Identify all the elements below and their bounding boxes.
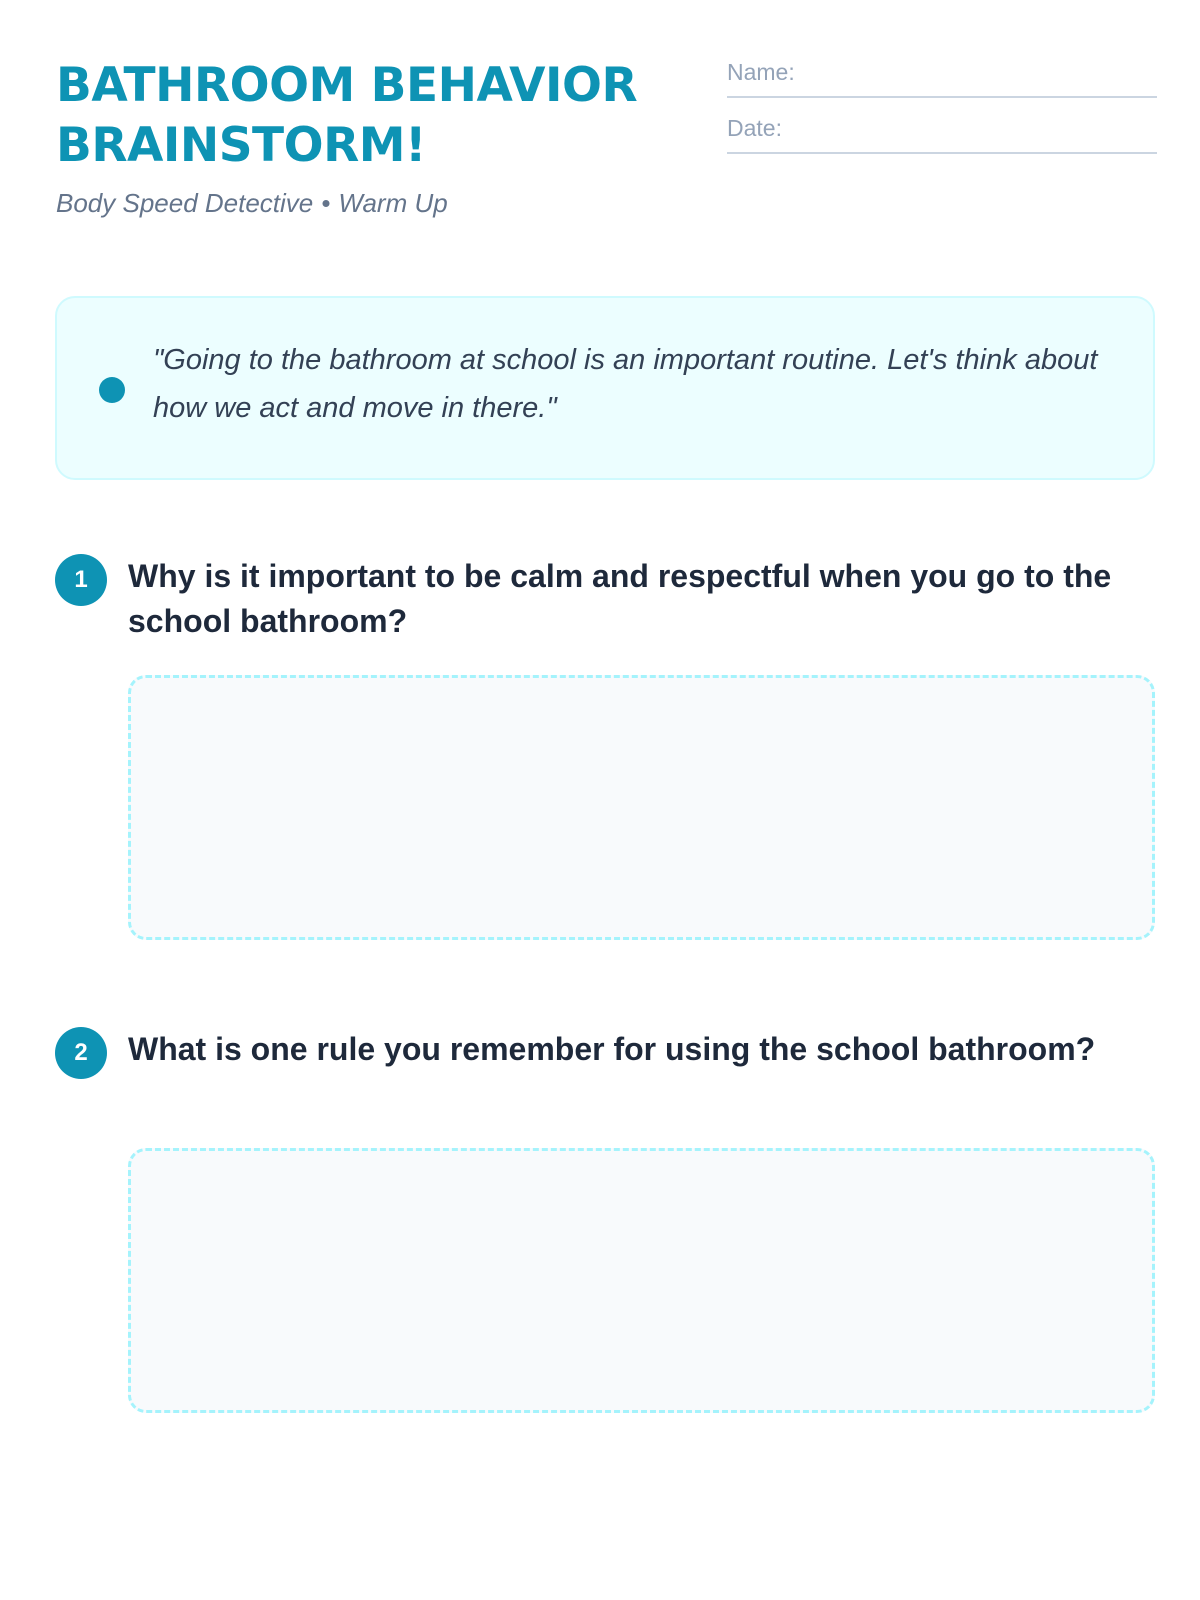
- subtitle-separator: •: [321, 188, 331, 218]
- answer-box-1[interactable]: [128, 675, 1155, 940]
- intro-box: [55, 296, 1155, 480]
- page-subtitle: [56, 188, 656, 219]
- date-label: Date:: [727, 115, 782, 141]
- name-label: Name:: [727, 59, 795, 85]
- question-number-badge: 2: [55, 1027, 107, 1079]
- question-text: What is one rule you remember for using the school bathroom?: [128, 1031, 1096, 1067]
- answer-box-2[interactable]: [128, 1148, 1155, 1413]
- question-text: Why is it important to be calm and respectful when you go to the school bathroom?: [128, 558, 1112, 639]
- date-field[interactable]: [727, 112, 1157, 154]
- subtitle-unit: Body Speed Detective: [56, 188, 314, 218]
- intro-quote: "Going to the bathroom at school is an important routine. Let's think about how we act and move in there.": [153, 344, 1098, 424]
- page-title: [56, 56, 656, 176]
- title-line-1: BATHROOM BEHAVIOR: [56, 58, 638, 113]
- bullet-dot-icon: [99, 377, 125, 403]
- name-field[interactable]: [727, 56, 1157, 98]
- worksheet-header: [56, 56, 656, 219]
- title-line-2: BRAINSTORM!: [56, 118, 426, 173]
- student-info: [727, 56, 1157, 168]
- subtitle-section: Warm Up: [338, 188, 448, 218]
- question-number-badge: 1: [55, 554, 107, 606]
